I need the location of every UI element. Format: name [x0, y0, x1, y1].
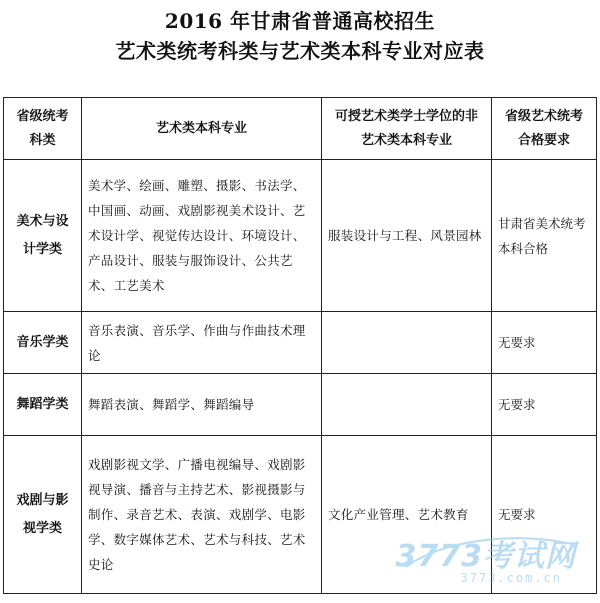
- table-header-row: [4, 98, 597, 160]
- row-majors: 戏剧影视文学、广播电视编导、戏剧影视导演、播音与主持艺术、影视摄影与制作、录音艺术、表演、戏剧学、电影学、数字媒体艺术、艺术与科技、艺术史论: [82, 436, 322, 594]
- row-non-art-majors: [322, 312, 492, 374]
- watermark-sub-text: 3773.com.cn: [460, 571, 562, 585]
- table-row: [4, 374, 597, 436]
- header-requirement: 省级艺术统考合格要求: [492, 98, 597, 160]
- row-non-art-majors: 文化产业管理、艺术教育: [322, 436, 492, 594]
- header-category: 省级统考科类: [4, 98, 82, 160]
- table-row: [4, 436, 597, 594]
- row-category: 音乐学类: [4, 312, 82, 374]
- correspondence-table: [3, 97, 597, 594]
- document-title: [0, 6, 600, 66]
- row-requirement: 无要求: [492, 436, 597, 594]
- watermark-main-text: 3773考试网: [395, 539, 576, 574]
- title-line-2: 艺术类统考科类与艺术类本科专业对应表: [115, 39, 485, 63]
- row-category: 舞蹈学类: [4, 374, 82, 436]
- row-non-art-majors: 服装设计与工程、风景园林: [322, 160, 492, 312]
- row-majors: 舞蹈表演、舞蹈学、舞蹈编导: [82, 374, 322, 436]
- row-requirement: 无要求: [492, 312, 597, 374]
- row-majors: 美术学、绘画、雕塑、摄影、书法学、中国画、动画、戏剧影视美术设计、艺术设计学、视觉传达设计、环境设计、产品设计、服装与服饰设计、公共艺术、工艺美术: [82, 160, 322, 312]
- row-requirement: 甘肃省美术统考本科合格: [492, 160, 597, 312]
- header-non-art-majors: 可授艺术类学士学位的非艺术类本科专业: [322, 98, 492, 160]
- row-category: 美术与设计学类: [4, 160, 82, 312]
- row-category: 戏剧与影视学类: [4, 436, 82, 594]
- title-line-1: 2016 年甘肃省普通高校招生: [164, 9, 436, 33]
- row-requirement: 无要求: [492, 374, 597, 436]
- header-art-majors: 艺术类本科专业: [82, 98, 322, 160]
- row-majors: 音乐表演、音乐学、作曲与作曲技术理论: [82, 312, 322, 374]
- row-non-art-majors: [322, 374, 492, 436]
- table-row: [4, 312, 597, 374]
- table-row: [4, 160, 597, 312]
